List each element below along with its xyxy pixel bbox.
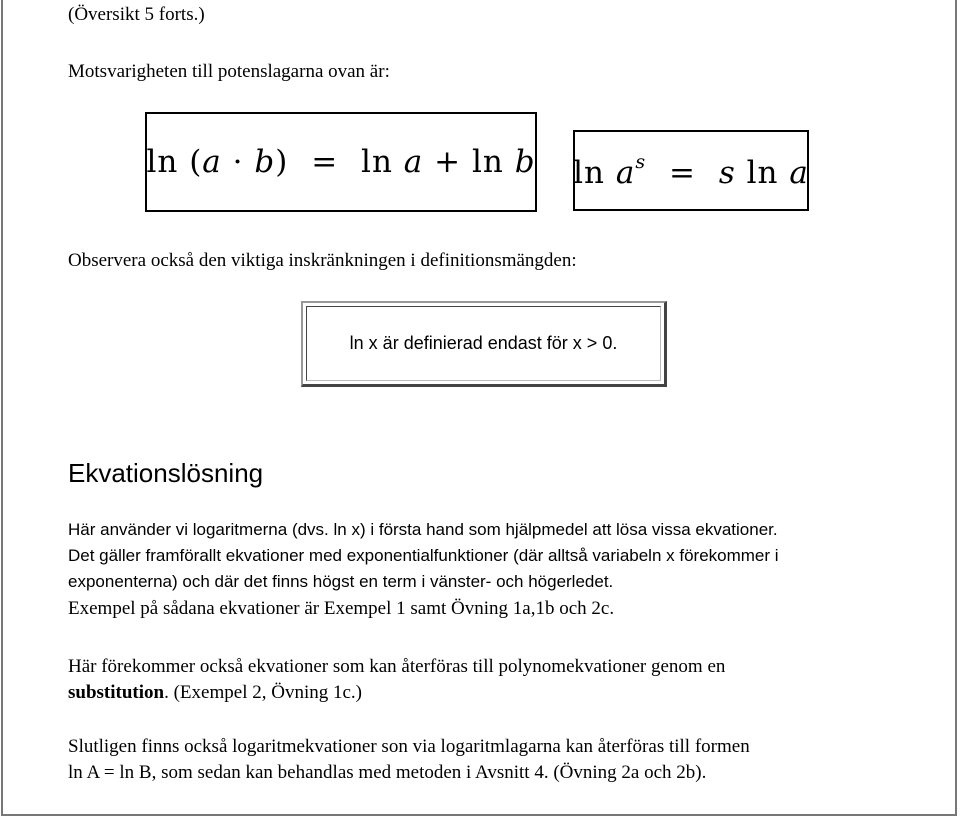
observe-text: Observera också den viktiga inskränkningen i definitionsmängden:	[68, 250, 577, 271]
paragraph3-line1: Slutligen finns också logaritmekvationer son via logaritmlagarna kan återföras till formen	[68, 736, 750, 757]
paragraph1-line1: Här använder vi logaritmerna (dvs. ln x) i första hand som hjälpmedel att lösa vissa ekvationer.	[68, 520, 778, 539]
paragraph1-line4: Exempel på sådana ekvationer är Exempel 1 samt Övning 1a,1b och 2c.	[68, 598, 615, 619]
section-heading: Ekvationslösning	[68, 458, 264, 488]
paragraph2-line1: Här förekommer också ekvationer som kan återföras till polynomekvationer genom en	[68, 656, 726, 677]
document-page	[1, 0, 957, 816]
domain-note: ln x är definierad endast för x > 0.	[349, 333, 618, 353]
formula-product: ln (a · b) = ln a + ln b	[146, 144, 536, 180]
paragraph1-line2: Det gäller framförallt ekvationer med exponentialfunktioner (där alltså variabeln x förekommer i	[68, 546, 779, 565]
substitution-term: substitution	[68, 682, 165, 703]
formula-power: $\ln a^s = s$ ln a	[573, 150, 809, 191]
paragraph2-line2: substitution. (Exempel 2, Övning 1c.)	[68, 682, 362, 703]
continuation-label: (Översikt 5 forts.)	[68, 4, 205, 25]
formula-product-box	[145, 112, 537, 212]
formula-power-box	[573, 130, 809, 211]
paragraph1-line3: exponenterna) och där det finns högst en term i vänster- och högerledet.	[68, 572, 614, 591]
domain-note-box	[301, 301, 667, 387]
paragraph3-line2: ln A = ln B, som sedan kan behandlas med metoden i Avsnitt 4. (Övning 2a och 2b).	[68, 762, 707, 783]
intro-text: Motsvarigheten till potenslagarna ovan är:	[68, 61, 390, 82]
